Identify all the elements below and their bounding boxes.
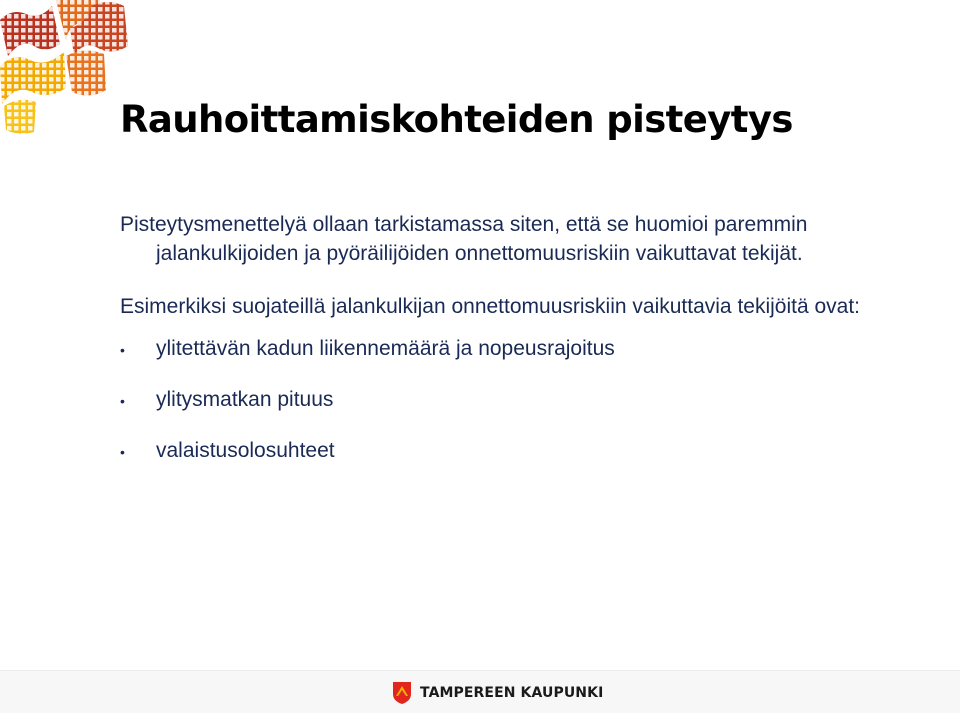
list-item bbox=[120, 334, 900, 385]
brand-name: TAMPEREEN KAUPUNKI bbox=[420, 685, 604, 701]
bullet-icon: • bbox=[120, 342, 125, 358]
list-item-text: ylitysmatkan pituus bbox=[156, 388, 334, 411]
example-paragraph: Esimerkiksi suojateillä jalankulkijan onnettomuusriskiin vaikuttavia tekijöitä ovat: bbox=[120, 295, 861, 318]
footer-brand bbox=[392, 680, 603, 706]
tampere-crest-icon bbox=[392, 681, 412, 705]
intro-paragraph: Pisteytysmenettelyä ollaan tarkistamassa siten, että se huomioi paremmin jalankulkijoiden ja pyöräilijöiden onnettomuusriskiin vaikuttavat tekijät. bbox=[120, 213, 808, 265]
list-item-text: valaistusolosuhteet bbox=[156, 439, 335, 462]
slide-body bbox=[120, 210, 900, 487]
list-item bbox=[120, 385, 900, 436]
bullet-icon: • bbox=[120, 444, 125, 460]
brand-pattern-decoration bbox=[0, 0, 130, 135]
factor-list bbox=[120, 334, 900, 487]
list-item bbox=[120, 436, 900, 487]
slide-footer bbox=[0, 670, 960, 713]
list-item-text: ylitettävän kadun liikennemäärä ja nopeusrajoitus bbox=[156, 337, 615, 360]
bullet-icon: • bbox=[120, 393, 125, 409]
slide-title: Rauhoittamiskohteiden pisteytys bbox=[120, 98, 793, 141]
